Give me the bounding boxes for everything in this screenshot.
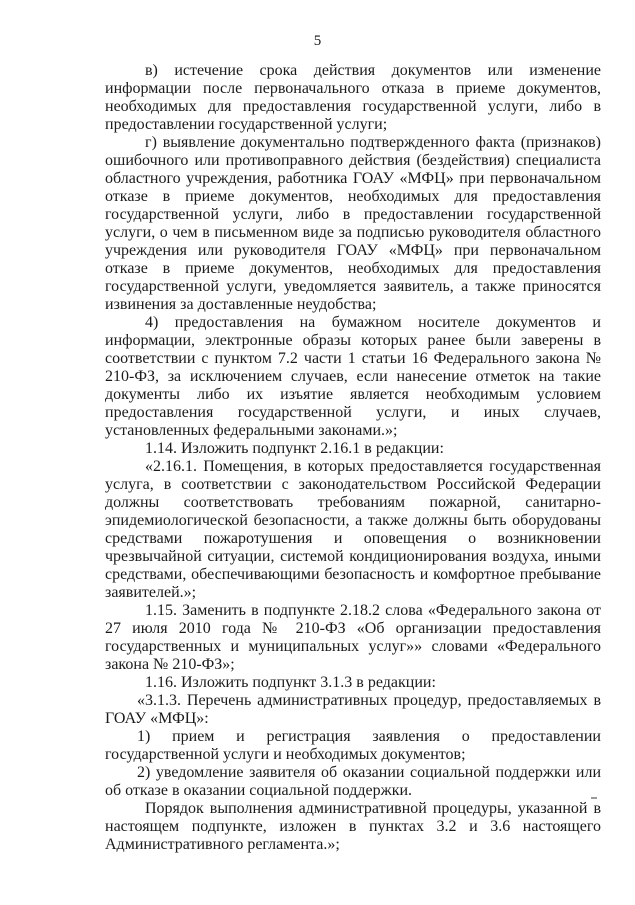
paragraph-procedure-2: 2) уведомление заявителя об оказании социальной поддержки или об отказе в оказании социальной поддержки. (105, 764, 601, 799)
paragraph-premises-requirements: «2.16.1. Помещения, в которых предоставляется государственная услуга, в соответствии с законодательством Российской Федерации должны соответствовать требованиям пожарной, санитарно-эпидемиологической безопасности, а также должны быть оборудованы средствами пожаротушения и оповещения о возникновении чрезвычайной ситуации, системой кондиционирования воздуха, иными средствами, обеспечивающими безопасность и комфортное пребывание заявителей.»; (105, 458, 601, 601)
paragraph-erroneous-action: г) выявление документально подтвержденного факта (признаков) ошибочного или противоправного действия (бездействия) специалиста областного учреждения, работника ГОАУ «МФЦ» при первоначальном отказе в приеме документов, необходимых для предоставления государственной услуги, либо в предоставлении государственной услуги, о чем в письменном виде за подписью руководителя областного учреждения или руководителя ГОАУ «МФЦ» при первоначальном отказе в приеме документов, необходимых для предоставления государственной услуги, уведомляется заявитель, а также приносятся извинения за доставленные неудобства; (105, 134, 601, 313)
paragraph-procedures-list: «3.1.3. Перечень административных процедур, предоставляемых в ГОАУ «МФЦ»: (105, 692, 601, 727)
paragraph-item-1-15: 1.15. Заменить в подпункте 2.18.2 слова «Федерального закона от 27 июля 2010 года № 210-ФЗ «Об организации предоставления государственных и муниципальных услуг»» словами «Федерального закона № 210-ФЗ»; (105, 602, 601, 673)
paragraph-item-1-16: 1.16. Изложить подпункт 3.1.3 в редакции: (145, 674, 436, 691)
paragraph-expiry-of-documents: в) истечение срока действия документов или изменение информации после первоначального отказа в приеме документов, необходимых для предоставления государственной услуги, либо в предоставлении государственной услуги; (105, 62, 601, 133)
page-number: 5 (313, 33, 322, 49)
paragraph-procedure-1: 1) прием и регистрация заявления о предоставлении государственной услуги и необходимых документов; (105, 728, 601, 763)
paragraph-paper-documents: 4) предоставления на бумажном носителе документов и информации, электронные образы которых ранее были заверены в соответствии с пунктом 7.2 части 1 статьи 16 Федерального закона № 210-ФЗ, за исключением случаев, если нанесение отметок на такие документы либо их изъятие является необходимым условием предоставления государственной услуги, и иных случаев, установленных федеральными законами.»; (105, 314, 601, 439)
scan-mark (591, 797, 597, 799)
document-body (105, 62, 601, 854)
paragraph-procedure-order: Порядок выполнения административной процедуры, указанной в настоящем подпункте, изложен в пунктах 3.2 и 3.6 настоящего Административного регламента.»; (105, 800, 601, 853)
paragraph-item-1-14: 1.14. Изложить подпункт 2.16.1 в редакции: (145, 440, 444, 457)
